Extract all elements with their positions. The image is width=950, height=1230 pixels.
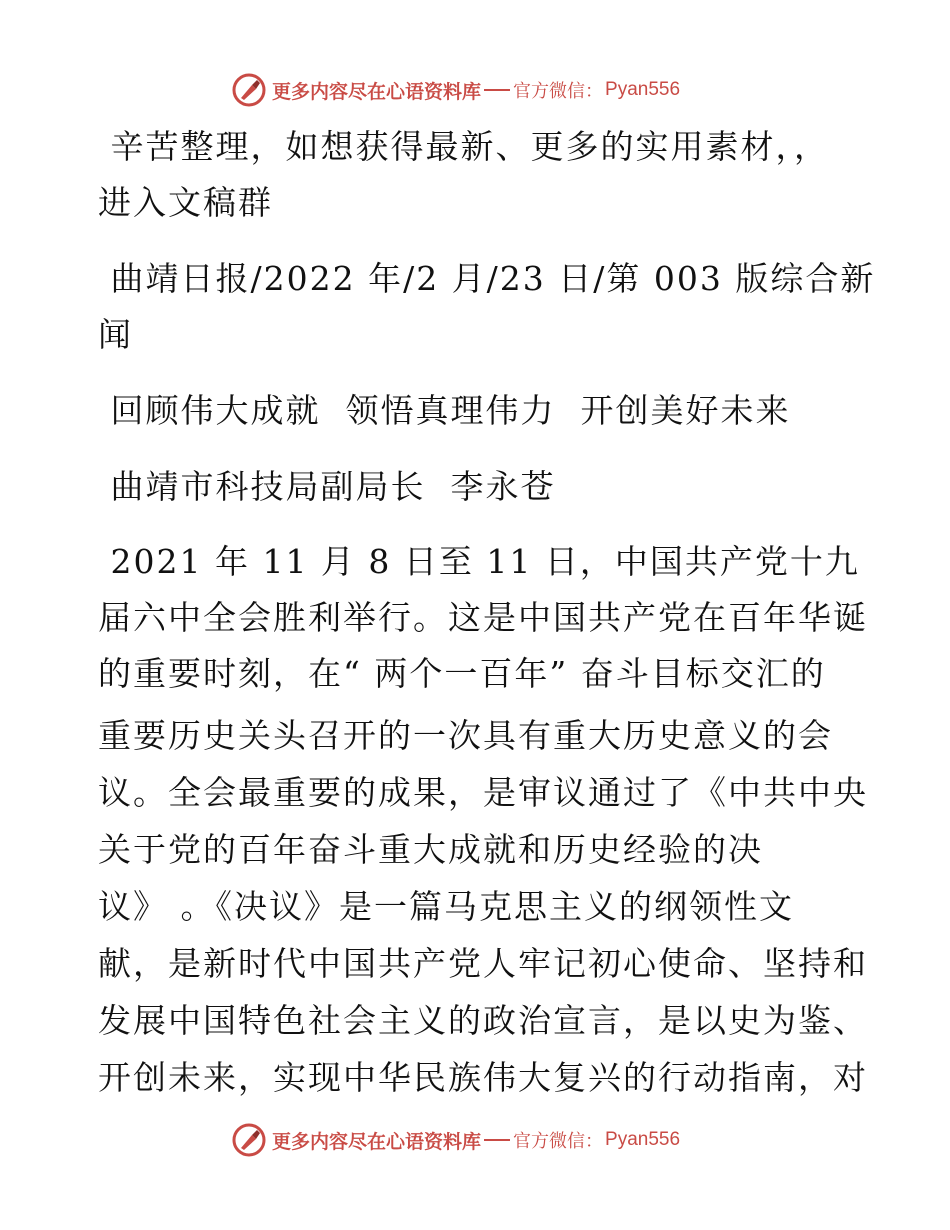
watermark-separator [484,89,510,91]
watermark-text: 更多内容尽在心语资料库 [272,1130,482,1153]
watermark-wechat-label: 官方微信： [513,81,604,102]
body-line-3: 的重要时刻，在“ 两个一百年” 奋斗目标交汇的 [98,654,826,693]
watermark-text: 更多内容尽在心语资料库 [272,80,482,103]
body-line-4: 重要历史关头召开的一次具有重大历史意义的会 [98,716,833,755]
intro-line-1: 辛苦整理，如想获得最新、更多的实用素材，， [98,127,829,166]
pen-nib-logo-icon [232,1123,266,1157]
intro-line-2: 进入文稿群 [98,183,273,222]
body-line-10: 开创未来，实现中华民族伟大复兴的行动指南，对 [98,1058,868,1097]
body-line-2: 届六中全会胜利举行。这是中国共产党在百年华诞 [98,598,868,637]
body-line-1: 2021 年 11 月 8 日至 11 日，中国共产党十九 [98,542,860,581]
body-line-9: 发展中国特色社会主义的政治宣言，是以史为鉴、 [98,1001,868,1040]
body-line-6: 关于党的百年奋斗重大成就和历史经验的决 [98,830,763,869]
watermark-separator [484,1139,510,1141]
source-line-1: 曲靖日报/2022 年/2 月/23 日/第 003 版综合新 [98,259,876,298]
article-title: 回顾伟大成就 领悟真理伟力 开创美好未来 [98,391,791,430]
article-author: 曲靖市科技局副局长 李永苍 [98,467,556,506]
pen-nib-logo-icon [232,73,266,107]
body-line-7: 议》 。《决议》是一篇马克思主义的纲领性文 [98,887,794,926]
footer-watermark [232,1122,680,1158]
body-line-8: 献，是新时代中国共产党人牢记初心使命、坚持和 [98,944,868,983]
header-watermark [232,72,680,108]
watermark-wechat-id: Pyan556 [605,79,681,100]
watermark-wechat-id: Pyan556 [605,1129,681,1150]
source-line-2: 闻 [98,315,133,354]
body-line-5: 议。全会最重要的成果，是审议通过了《中共中央 [98,773,868,812]
watermark-wechat-label: 官方微信： [513,1131,604,1152]
